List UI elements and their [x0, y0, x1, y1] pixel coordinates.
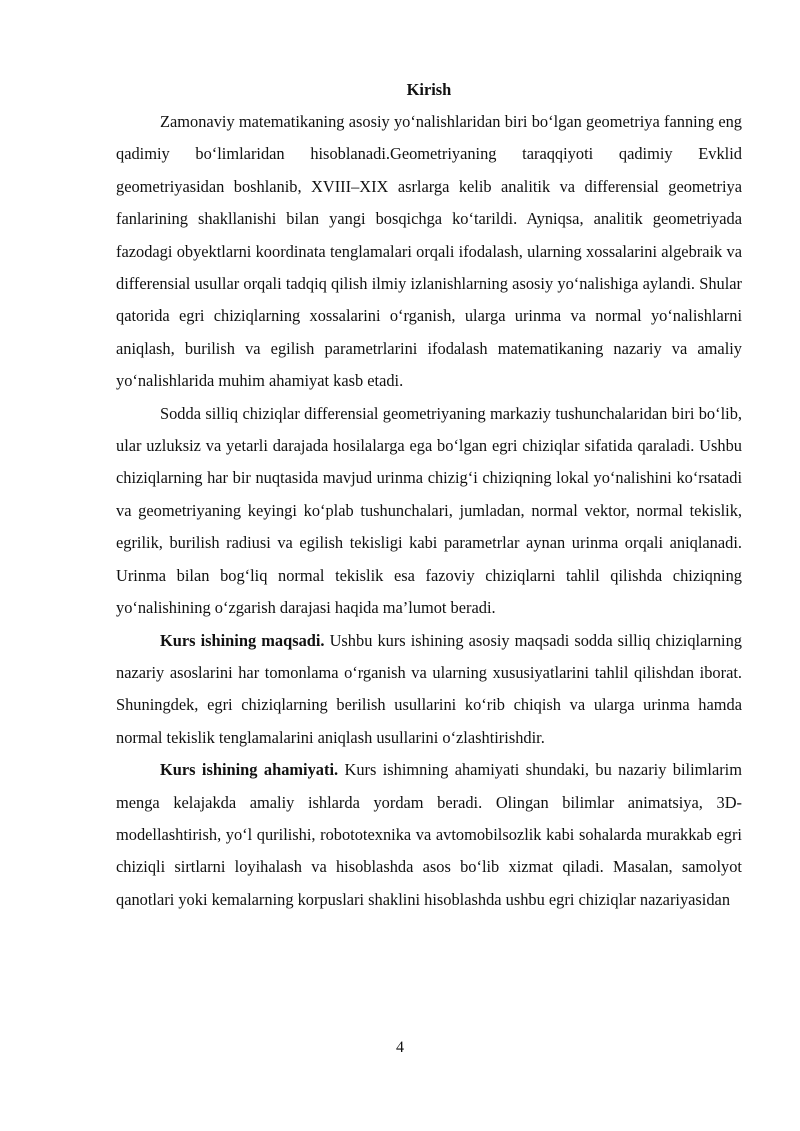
paragraph-intro — [116, 106, 742, 398]
document-page — [116, 74, 742, 916]
page-number: 4 — [396, 1039, 404, 1056]
paragraph-goal — [116, 625, 742, 755]
paragraph-text: Sodda silliq chiziqlar differensial geometriyaning markaziy tushunchalaridan biri bo‘lib, ular uzluksiz va yetarli darajada hosilalarga ega bo‘lgan egri chiziqlar sifatida qaraladi. Ushbu chiziqlarning har bir nuqtasida mavjud urinma chizig‘i chiziqning lokal yo‘nalishini ko‘rsatadi va geometriyaning keyingi ko‘plab tushunchalari, jumladan, normal vektor, normal tekislik, egrilik, burilish radiusi va egilish tekisligi kabi parametrlar aynan urinma orqali aniqlanadi. Urinma bilan bog‘liq normal tekislik esa fazoviy chiziqlarni tahlil qilishda chiziqning yo‘nalishining o‘zgarish darajasi haqida ma’lumot beradi. — [116, 403, 742, 618]
paragraph-text: Ushbu kurs ishining asosiy maqsadi sodda silliq chiziqlarning nazariy asoslarini har tomonlama o‘rganish va ularning xususiyatlarini tahlil qilishdan iborat. Shuningdek, egri chiziqlarning berilish usullarini ko‘rib chiqish va ularga urinma hamda normal tekislik tenglamalarini aniqlash usullarini o‘zlashtirishdir. — [116, 630, 742, 747]
paragraph-lead: Kurs ishining maqsadi. — [160, 630, 325, 650]
paragraph-text: Kurs ishimning ahamiyati shundaki, bu nazariy bilimlarim menga kelajakda amaliy ishlarda yordam beradi. Olingan bilimlar animatsiya, 3D-modellashtirish, yo‘l qurilishi, robototexnika va avtomobilsozlik kabi sohalarda murakkab egri chiziqli sirtlarni loyihalash va hisoblashda asos bo‘lib xizmat qiladi. Masalan, samolyot qanotlari yoki kemalarning korpuslari shaklini hisoblashda ushbu egri chiziqlar nazariyasidan — [116, 760, 742, 909]
paragraph-smooth-curves — [116, 398, 742, 625]
paragraph-importance — [116, 754, 742, 916]
paragraph-lead: Kurs ishining ahamiyati. — [160, 760, 339, 780]
paragraph-text: Zamonaviy matematikaning asosiy yo‘nalishlaridan biri bo‘lgan geometriya fanning eng qadimiy bo‘limlaridan hisoblanadi.Geometriyaning taraqqiyoti qadimiy Evklid geometriyasidan boshlanib, XVIII–XIX asrlarga kelib analitik va differensial geometriya fanlarining shakllanishi bilan yangi bosqichga ko‘tarildi. Ayniqsa, analitik geometriyada fazodagi obyektlarni koordinata tenglamalari orqali ifodalash, ularning xossalarini algebraik va differensial usullar orqali tadqiq qilish ilmiy izlanishlarning asosiy yo‘nalishiga aylandi. Shular qatorida egri chiziqlarning xossalarini o‘rganish, ularga urinma va normal yo‘nalishlarni aniqlash, burilish va egilish parametrlarini ifodalash matematikaning nazariy va amaliy yo‘nalishlarida muhim ahamiyat kasb etadi. — [116, 112, 742, 391]
section-heading: Kirish — [406, 80, 452, 99]
